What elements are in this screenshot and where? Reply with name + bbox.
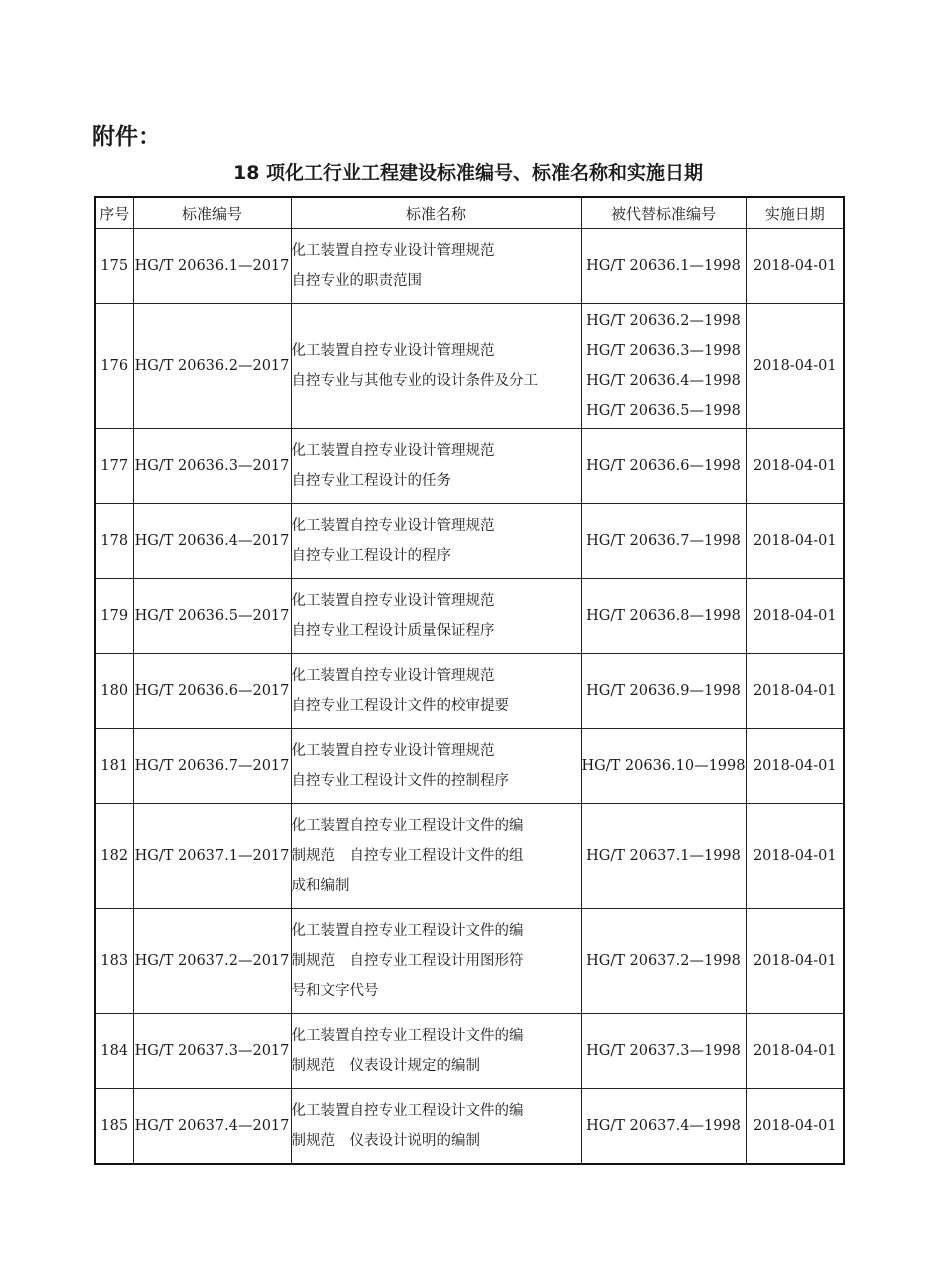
- replaced-code-line: HG/T 20636.8—1998: [586, 608, 741, 624]
- cell-replaced-code: [581, 229, 746, 304]
- name-line: 化工装置自控专业工程设计文件的编: [291, 818, 524, 834]
- header-name: 标准名称: [291, 197, 581, 229]
- table-row: [95, 804, 844, 909]
- replaced-code-line: HG/T 20637.3—1998: [586, 1043, 741, 1059]
- cell-replaced-code: [581, 579, 746, 654]
- cell-standard-code: HG/T 20636.5—2017: [133, 579, 291, 654]
- cell-seq: 185: [95, 1089, 133, 1164]
- cell-seq: 176: [95, 304, 133, 429]
- table-row: [95, 729, 844, 804]
- cell-seq: 179: [95, 579, 133, 654]
- cell-implementation-date: 2018-04-01: [746, 804, 844, 909]
- cell-standard-name: [291, 1014, 581, 1089]
- cell-standard-name: [291, 1089, 581, 1164]
- replaced-code-line: HG/T 20636.2—1998: [586, 313, 741, 329]
- name-line: 制规范 仪表设计规定的编制: [291, 1058, 480, 1074]
- replaced-code-line: HG/T 20636.9—1998: [586, 683, 741, 699]
- cell-standard-name: [291, 804, 581, 909]
- cell-implementation-date: 2018-04-01: [746, 579, 844, 654]
- header-code: 标准编号: [133, 197, 291, 229]
- name-line: 化工装置自控专业设计管理规范: [291, 443, 495, 459]
- cell-seq: 175: [95, 229, 133, 304]
- table-row: [95, 429, 844, 504]
- name-line: 自控专业工程设计文件的控制程序: [291, 773, 509, 789]
- cell-implementation-date: 2018-04-01: [746, 1089, 844, 1164]
- cell-implementation-date: 2018-04-01: [746, 429, 844, 504]
- replaced-code-line: HG/T 20636.4—1998: [586, 373, 741, 389]
- cell-replaced-code: [581, 909, 746, 1014]
- name-line: 自控专业工程设计文件的校审提要: [291, 698, 509, 714]
- cell-standard-code: HG/T 20636.3—2017: [133, 429, 291, 504]
- cell-standard-name: [291, 654, 581, 729]
- cell-implementation-date: 2018-04-01: [746, 229, 844, 304]
- cell-implementation-date: 2018-04-01: [746, 304, 844, 429]
- cell-standard-code: HG/T 20636.7—2017: [133, 729, 291, 804]
- standards-table: [94, 196, 845, 1165]
- replaced-code-line: HG/T 20636.7—1998: [586, 533, 741, 549]
- cell-standard-name: [291, 504, 581, 579]
- cell-seq: 183: [95, 909, 133, 1014]
- cell-standard-name: [291, 729, 581, 804]
- cell-implementation-date: 2018-04-01: [746, 1014, 844, 1089]
- cell-replaced-code: [581, 729, 746, 804]
- replaced-code-line: HG/T 20636.3—1998: [586, 343, 741, 359]
- table-row: [95, 579, 844, 654]
- table-body: [95, 229, 844, 1164]
- name-line: 化工装置自控专业设计管理规范: [291, 518, 495, 534]
- replaced-code-line: HG/T 20636.5—1998: [586, 403, 741, 419]
- replaced-code-line: HG/T 20636.6—1998: [586, 458, 741, 474]
- cell-seq: 180: [95, 654, 133, 729]
- table-row: [95, 304, 844, 429]
- name-line: 化工装置自控专业工程设计文件的编: [291, 923, 524, 939]
- cell-replaced-code: [581, 304, 746, 429]
- name-line: 化工装置自控专业设计管理规范: [291, 743, 495, 759]
- header-seq: 序号: [95, 197, 133, 229]
- name-line: 自控专业与其他专业的设计条件及分工: [291, 373, 538, 389]
- name-line: 化工装置自控专业设计管理规范: [291, 593, 495, 609]
- cell-seq: 182: [95, 804, 133, 909]
- replaced-code-line: HG/T 20636.10—1998: [581, 758, 746, 774]
- cell-implementation-date: 2018-04-01: [746, 654, 844, 729]
- cell-replaced-code: [581, 654, 746, 729]
- name-line: 化工装置自控专业工程设计文件的编: [291, 1028, 524, 1044]
- cell-standard-code: HG/T 20636.1—2017: [133, 229, 291, 304]
- cell-standard-code: HG/T 20637.4—2017: [133, 1089, 291, 1164]
- cell-standard-name: [291, 429, 581, 504]
- name-line: 化工装置自控专业设计管理规范: [291, 343, 495, 359]
- cell-standard-code: HG/T 20636.4—2017: [133, 504, 291, 579]
- cell-replaced-code: [581, 1014, 746, 1089]
- cell-standard-name: [291, 579, 581, 654]
- cell-standard-name: [291, 909, 581, 1014]
- table-row: [95, 654, 844, 729]
- table-header-row: [95, 197, 844, 229]
- name-line: 自控专业工程设计的程序: [291, 548, 451, 564]
- cell-standard-code: HG/T 20636.2—2017: [133, 304, 291, 429]
- cell-seq: 181: [95, 729, 133, 804]
- document-title: 18 项化工行业工程建设标准编号、标准名称和实施日期: [232, 162, 704, 184]
- name-line: 制规范 自控专业工程设计文件的组: [291, 848, 524, 864]
- header-date: 实施日期: [746, 197, 844, 229]
- cell-seq: 177: [95, 429, 133, 504]
- cell-standard-code: HG/T 20637.3—2017: [133, 1014, 291, 1089]
- cell-replaced-code: [581, 804, 746, 909]
- name-line: 自控专业工程设计质量保证程序: [291, 623, 495, 639]
- name-line: 号和文字代号: [291, 983, 379, 999]
- table-row: [95, 504, 844, 579]
- name-line: 制规范 仪表设计说明的编制: [291, 1132, 480, 1149]
- replaced-code-line: HG/T 20637.4—1998: [586, 1117, 741, 1134]
- name-line: 化工装置自控专业工程设计文件的编: [291, 1102, 524, 1119]
- replaced-code-line: HG/T 20636.1—1998: [586, 258, 741, 274]
- name-line: 自控专业工程设计的任务: [291, 473, 451, 489]
- cell-standard-name: [291, 229, 581, 304]
- cell-seq: 178: [95, 504, 133, 579]
- cell-standard-code: HG/T 20637.2—2017: [133, 909, 291, 1014]
- cell-standard-name: [291, 304, 581, 429]
- cell-seq: 184: [95, 1014, 133, 1089]
- replaced-code-line: HG/T 20637.2—1998: [586, 953, 741, 969]
- cell-implementation-date: 2018-04-01: [746, 729, 844, 804]
- cell-standard-code: HG/T 20637.1—2017: [133, 804, 291, 909]
- table-row: [95, 229, 844, 304]
- attachment-label: 附件：: [92, 124, 161, 150]
- name-line: 自控专业的职责范围: [291, 273, 422, 289]
- cell-standard-code: HG/T 20636.6—2017: [133, 654, 291, 729]
- name-line: 制规范 自控专业工程设计用图形符: [291, 953, 524, 969]
- table-row: [95, 1089, 844, 1164]
- replaced-code-line: HG/T 20637.1—1998: [586, 848, 741, 864]
- cell-replaced-code: [581, 429, 746, 504]
- name-line: 化工装置自控专业设计管理规范: [291, 243, 495, 259]
- cell-replaced-code: [581, 1089, 746, 1164]
- name-line: 成和编制: [291, 878, 350, 894]
- cell-replaced-code: [581, 504, 746, 579]
- cell-implementation-date: 2018-04-01: [746, 504, 844, 579]
- cell-implementation-date: 2018-04-01: [746, 909, 844, 1014]
- header-replaced: 被代替标准编号: [581, 197, 746, 229]
- name-line: 化工装置自控专业设计管理规范: [291, 668, 495, 684]
- table-row: [95, 909, 844, 1014]
- table-row: [95, 1014, 844, 1089]
